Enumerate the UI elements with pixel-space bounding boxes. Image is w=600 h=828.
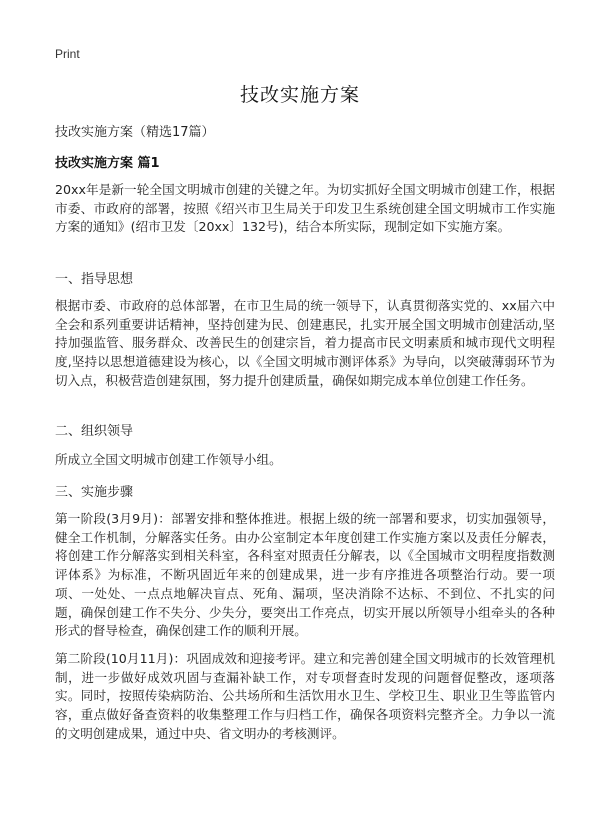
document-subtitle: 技改实施方案（精选17篇） bbox=[55, 125, 215, 140]
heading-implementation-steps: 三、实施步骤 bbox=[55, 485, 134, 500]
document-title: 技改实施方案 bbox=[239, 84, 360, 106]
intro-paragraph: 20xx年是新一轮全国文明城市创建的关键之年。为切实抓好全国文明城市创建工作，根据市委、市政府的部署，按照《绍兴市卫生局关于印发卫生系统创建全国文明城市工作实施方案的通知》(绍市卫发〔20xx〕132号)，结合本所实际，现制定如下实施方案。 bbox=[55, 182, 555, 235]
section-title: 技改实施方案 篇1 bbox=[55, 156, 160, 171]
guiding-ideology-paragraph: 根据市委、市政府的总体部署，在市卫生局的统一领导下，认真贯彻落实党的、xx届六中全会和系列重要讲话精神，坚持创建为民、创建惠民，扎实开展全国文明城市创建活动,坚持加强监管、服务群众、改善民生的创建宗旨，着力提高市民文明素质和城市现代文明程度,坚持以思想道德建设为核心，以《全国文明城市测评体系》为导向，以突破薄弱环节为切入点，积极营造创建氛围，努力提升创建质量，确保如期完成本单位创建工作任务。 bbox=[55, 298, 555, 388]
phase-one-paragraph: 第一阶段(3月9月)：部署安排和整体推进。根据上级的统一部署和要求，切实加强领导，健全工作机制，分解落实任务。由办公室制定本年度创建工作实施方案以及责任分解表，将创建工作分解落实到相关科室，各科室对照责任分解表，以《全国城市文明程度指数测评体系》为标准，不断巩固近年来的创建成果，进一步有序推进各项整治行动。要一项项、一处处、一点点地解决盲点、死角、漏项，坚决消除不达标、不到位、不扎实的问题，确保创建工作不失分、少失分，要突出工作亮点，切实开展以所领导小组牵头的各种形式的督导检查，确保创建工作的顺利开展。 bbox=[55, 511, 555, 639]
phase-two-paragraph: 第二阶段(10月11月)：巩固成效和迎接考评。建立和完善创建全国文明城市的长效管理机制，进一步做好成效巩固与查漏补缺工作，对专项督查时发现的问题督促整改，逐项落实。同时，按照传染病防治、公共场所和生活饮用水卫生、学校卫生、职业卫生等监管内容，重点做好备查资料的收集整理工作与归档工作，确保各项资料完整齐全。力争以一流的文明创建成果，通过中央、省文明办的考核测评。 bbox=[55, 651, 555, 741]
print-link[interactable]: Print bbox=[55, 47, 80, 61]
organization-paragraph: 所成立全国文明城市创建工作领导小组。 bbox=[55, 452, 282, 467]
heading-guiding-ideology: 一、指导思想 bbox=[55, 272, 134, 287]
heading-organization: 二、组织领导 bbox=[55, 424, 134, 439]
